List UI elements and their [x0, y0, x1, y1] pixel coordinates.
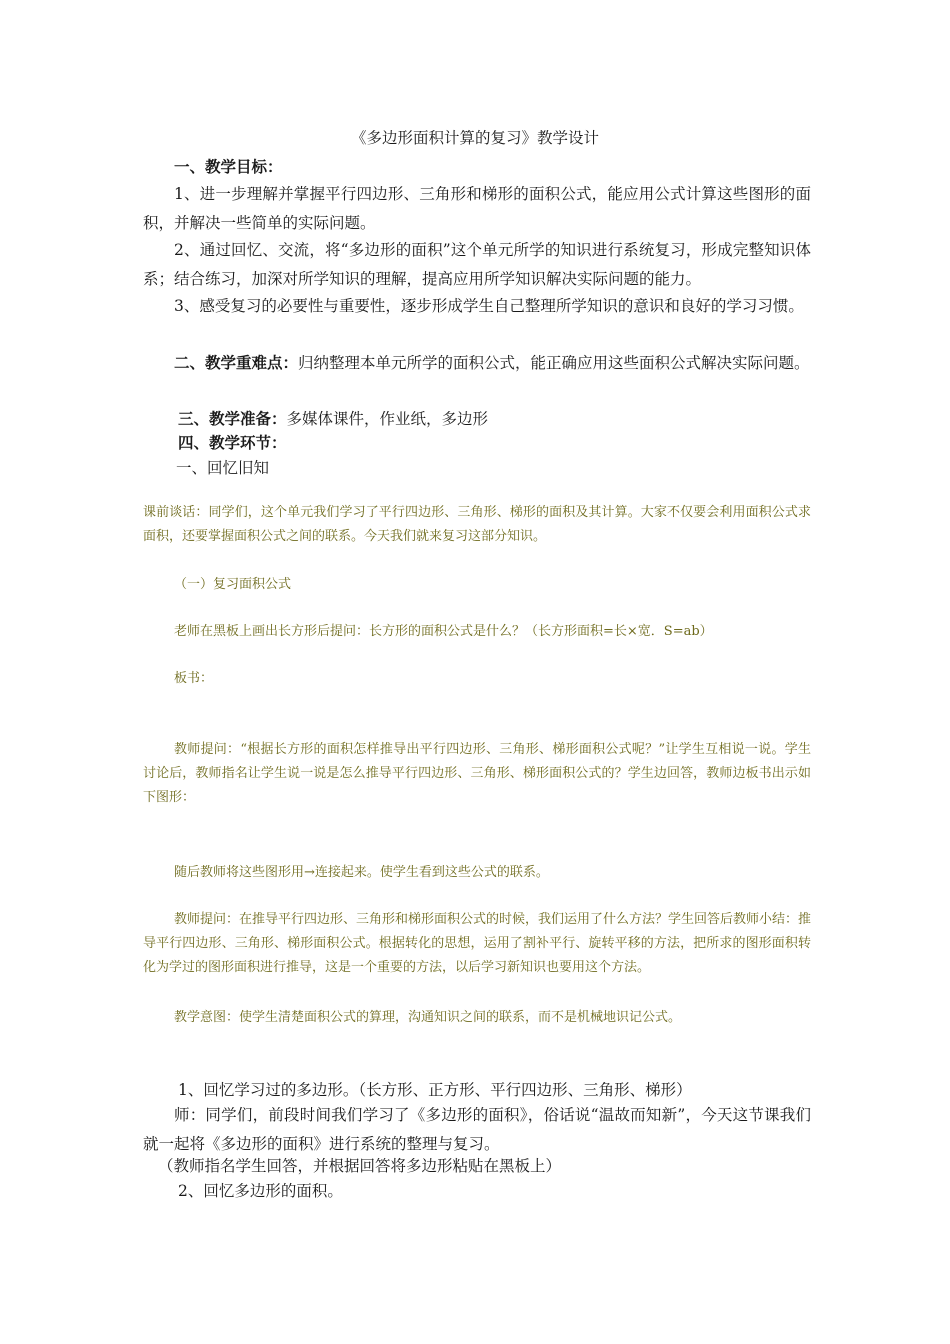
step1-heading: 一、回忆旧知	[176, 459, 270, 477]
green-subheading: （一）复习面积公式	[174, 577, 292, 592]
teacher-line: 师：同学们，前段时间我们学习了《多边形的面积》，俗话说“温故而知新”，今天这节课我们就一起将《多边形的面积》进行系统的整理与复习。	[143, 1106, 811, 1153]
green-question-2: 教师提问：“根据长方形的面积怎样推导出平行四边形、三角形、梯形面积公式呢？”让学生互相说一说。学生讨论后，教师指名让学生说一说是怎么推导平行四边形、三角形、梯形面积公式的？学生边回答，教师边板书出示如下图形：	[143, 742, 811, 805]
section2-paragraph	[143, 348, 811, 378]
document-title: 《多边形面积计算的复习》教学设计	[350, 129, 599, 147]
goal-2: 2、通过回忆、交流，将“多边形的面积”这个单元所学的知识进行系统复习，形成完整知识体系；结合练习，加深对所学知识的理解，提高应用所学知识解决实际问题的能力。	[143, 241, 811, 288]
goal-1: 1、进一步理解并掌握平行四边形、三角形和梯形的面积公式，能应用公式计算这些图形的面积，并解决一些简单的实际问题。	[143, 185, 811, 232]
green-intent: 教学意图：使学生清楚面积公式的算理，沟通知识之间的联系，而不是机械地识记公式。	[174, 1010, 682, 1025]
green-intro: 课前谈话：同学们，这个单元我们学习了平行四边形、三角形、梯形的面积及其计算。大家不仅要会利用面积公式求面积，还要掌握面积公式之间的联系。今天我们就来复习这部分知识。	[143, 505, 811, 544]
green-question-1: 老师在黑板上画出长方形后提问：长方形的面积公式是什么？（长方形面积=长×宽．S=ab）	[174, 624, 713, 639]
section3-heading: 三、教学准备：	[178, 409, 287, 428]
section2-text: 归纳整理本单元所学的面积公式，能正确应用这些面积公式解决实际问题。	[298, 354, 810, 372]
green-question-3: 教师提问：在推导平行四边形、三角形和梯形面积公式的时候，我们运用了什么方法？学生回答后教师小结：推导平行四边形、三角形、梯形面积公式。根据转化的思想，运用了割补平行、旋转平移的方法，把所求的图形面积转化为学过的图形面积进行推导，这是一个重要的方法，以后学习新知识也要用这个方法。	[143, 912, 812, 975]
section3-text: 多媒体课件，作业纸，多边形	[286, 410, 489, 428]
section1-heading: 一、教学目标：	[174, 157, 283, 176]
recall-2: 2、回忆多边形的面积。	[178, 1182, 343, 1200]
green-board-label: 板书：	[174, 671, 214, 686]
green-connect: 随后教师将这些图形用→连接起来。使学生看到这些公式的联系。	[174, 865, 549, 880]
section4-heading: 四、教学环节：	[178, 433, 287, 452]
paren-line: （教师指名学生回答，并根据回答将多边形粘贴在黑板上）	[158, 1157, 562, 1175]
section2-heading: 二、教学重难点：	[174, 353, 299, 372]
recall-1: 1、回忆学习过的多边形。（长方形、正方形、平行四边形、三角形、梯形）	[178, 1081, 692, 1099]
goal-3: 3、感受复习的必要性与重要性，逐步形成学生自己整理所学知识的意识和良好的学习习惯。	[174, 297, 804, 315]
